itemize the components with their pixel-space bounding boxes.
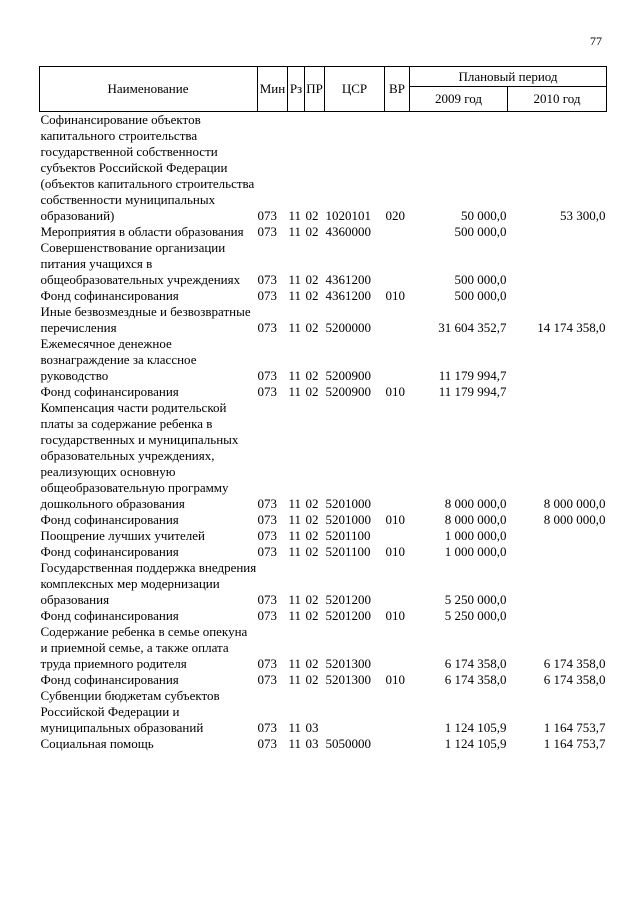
row-name: Содержание ребенка в семье опекуна и приемной семье, а также оплата труда приемного родителя bbox=[40, 624, 248, 671]
row-csr-code: 5201000 bbox=[325, 512, 371, 527]
row-vr-code bbox=[385, 624, 410, 672]
row-rz-code: 11 bbox=[288, 224, 302, 239]
table-row bbox=[40, 624, 607, 672]
row-vr-code bbox=[385, 224, 410, 240]
row-min-code: 073 bbox=[257, 528, 277, 543]
row-name: Социальная помощь bbox=[40, 736, 154, 751]
row-vr-code bbox=[385, 304, 410, 336]
row-csr-code: 4361200 bbox=[325, 288, 371, 303]
row-csr-code: 5201300 bbox=[325, 656, 371, 671]
row-amount-2009: 500 000,0 bbox=[454, 272, 507, 287]
row-rz-code: 11 bbox=[288, 368, 302, 383]
row-min-code: 073 bbox=[257, 368, 277, 383]
row-vr-code bbox=[385, 736, 410, 752]
row-rz-code: 11 bbox=[288, 288, 302, 303]
row-min-code: 073 bbox=[257, 736, 277, 751]
row-vr-code bbox=[385, 240, 410, 288]
row-amount-2009: 500 000,0 bbox=[454, 224, 507, 239]
row-pr-code: 02 bbox=[305, 224, 319, 239]
row-rz-code: 11 bbox=[288, 656, 302, 671]
row-pr-code: 02 bbox=[305, 368, 319, 383]
row-rz-code: 11 bbox=[288, 736, 302, 751]
row-name: Фонд софинансирования bbox=[40, 672, 179, 687]
row-amount-2009: 11 179 994,7 bbox=[438, 368, 507, 383]
row-rz-code: 11 bbox=[288, 320, 302, 335]
row-name: Мероприятия в области образования bbox=[40, 224, 244, 239]
row-min-code: 073 bbox=[257, 544, 277, 559]
row-pr-code: 02 bbox=[305, 384, 319, 399]
row-min-code: 073 bbox=[257, 672, 277, 687]
row-name: Совершенствование организации питания учащихся в общеобразовательных учреждениях bbox=[40, 240, 241, 287]
header-pr: ПР bbox=[305, 67, 325, 112]
row-name: Субвенции бюджетам субъектов Российской Федерации и муниципальных образований bbox=[40, 688, 220, 735]
table-row bbox=[40, 112, 607, 225]
row-amount-2009: 500 000,0 bbox=[454, 288, 507, 303]
header-min: Мин bbox=[258, 67, 288, 112]
row-vr-code: 010 bbox=[385, 544, 405, 559]
table-body bbox=[40, 112, 607, 753]
row-csr-code: 4361200 bbox=[325, 272, 371, 287]
row-min-code: 073 bbox=[257, 208, 277, 223]
row-name: Фонд софинансирования bbox=[40, 384, 179, 399]
row-amount-2010 bbox=[508, 240, 607, 288]
table-row bbox=[40, 672, 607, 688]
row-rz-code: 11 bbox=[288, 384, 302, 399]
row-csr-code: 1020101 bbox=[325, 208, 371, 223]
row-amount-2010: 6 174 358,0 bbox=[543, 656, 606, 671]
row-name: Поощрение лучших учителей bbox=[40, 528, 206, 543]
row-amount-2010 bbox=[508, 288, 607, 304]
row-csr-code: 5201300 bbox=[325, 672, 371, 687]
row-amount-2009: 5 250 000,0 bbox=[444, 592, 507, 607]
row-vr-code: 020 bbox=[385, 208, 405, 223]
table-row bbox=[40, 512, 607, 528]
row-min-code: 073 bbox=[257, 288, 277, 303]
row-csr-code bbox=[325, 688, 385, 736]
header-year-2009: 2009 год bbox=[410, 87, 508, 112]
header-name: Наименование bbox=[40, 67, 258, 112]
row-csr-code: 5200900 bbox=[325, 384, 371, 399]
row-min-code: 073 bbox=[257, 720, 277, 735]
table-row bbox=[40, 688, 607, 736]
row-rz-code: 11 bbox=[288, 608, 302, 623]
row-amount-2010 bbox=[508, 544, 607, 560]
row-pr-code: 03 bbox=[305, 736, 319, 751]
row-rz-code: 11 bbox=[288, 512, 302, 527]
row-amount-2010: 8 000 000,0 bbox=[543, 512, 606, 527]
table-row bbox=[40, 288, 607, 304]
row-pr-code: 02 bbox=[305, 592, 319, 607]
header-year-2010: 2010 год bbox=[508, 87, 607, 112]
row-vr-code: 010 bbox=[385, 608, 405, 623]
table-row bbox=[40, 384, 607, 400]
row-name: Фонд софинансирования bbox=[40, 544, 179, 559]
row-amount-2010 bbox=[508, 560, 607, 608]
row-min-code: 073 bbox=[257, 656, 277, 671]
row-amount-2009: 31 604 352,7 bbox=[438, 320, 507, 335]
row-vr-code bbox=[385, 688, 410, 736]
table-row bbox=[40, 736, 607, 752]
row-pr-code: 02 bbox=[305, 544, 319, 559]
row-vr-code: 010 bbox=[385, 384, 405, 399]
row-min-code: 073 bbox=[257, 224, 277, 239]
row-amount-2009: 1 124 105,9 bbox=[444, 736, 507, 751]
row-name: Государственная поддержка внедрения комплексных мер модернизации образования bbox=[40, 560, 257, 607]
row-csr-code: 5201000 bbox=[325, 496, 371, 511]
row-rz-code: 11 bbox=[288, 272, 302, 287]
table-row bbox=[40, 528, 607, 544]
header-csr: ЦСР bbox=[325, 67, 385, 112]
row-pr-code: 03 bbox=[305, 720, 319, 735]
row-name: Компенсация части родительской платы за содержание ребенка в государственных и муниципальных образовательных учреждениях, реализующих основную общеобразовательную программу дошкольного образования bbox=[40, 400, 239, 511]
row-rz-code: 11 bbox=[288, 592, 302, 607]
row-csr-code: 5050000 bbox=[325, 736, 371, 751]
row-amount-2009: 50 000,0 bbox=[461, 208, 507, 223]
row-amount-2009: 1 000 000,0 bbox=[444, 544, 507, 559]
row-name: Фонд софинансирования bbox=[40, 512, 179, 527]
row-rz-code: 11 bbox=[288, 528, 302, 543]
row-csr-code: 5201200 bbox=[325, 592, 371, 607]
row-pr-code: 02 bbox=[305, 496, 319, 511]
row-amount-2010: 53 300,0 bbox=[560, 208, 606, 223]
row-amount-2010 bbox=[508, 608, 607, 624]
row-rz-code: 11 bbox=[288, 720, 302, 735]
row-amount-2009: 8 000 000,0 bbox=[444, 496, 507, 511]
table-row bbox=[40, 336, 607, 384]
page-number: 77 bbox=[590, 34, 602, 48]
row-pr-code: 02 bbox=[305, 320, 319, 335]
table-row bbox=[40, 304, 607, 336]
table-header bbox=[40, 67, 607, 112]
row-amount-2010 bbox=[508, 336, 607, 384]
table-row bbox=[40, 224, 607, 240]
row-amount-2009: 1 000 000,0 bbox=[444, 528, 507, 543]
row-amount-2009: 1 124 105,9 bbox=[444, 720, 507, 735]
row-min-code: 073 bbox=[257, 496, 277, 511]
row-csr-code: 5200900 bbox=[325, 368, 371, 383]
table-row bbox=[40, 240, 607, 288]
row-amount-2009: 8 000 000,0 bbox=[444, 512, 507, 527]
row-amount-2009: 6 174 358,0 bbox=[444, 656, 507, 671]
row-name: Фонд софинансирования bbox=[40, 608, 179, 623]
row-amount-2010: 8 000 000,0 bbox=[543, 496, 606, 511]
row-amount-2010: 1 164 753,7 bbox=[543, 720, 606, 735]
row-pr-code: 02 bbox=[305, 208, 319, 223]
row-rz-code: 11 bbox=[288, 544, 302, 559]
row-vr-code bbox=[385, 400, 410, 512]
row-min-code: 073 bbox=[257, 272, 277, 287]
budget-table bbox=[39, 66, 607, 752]
row-amount-2010 bbox=[508, 224, 607, 240]
row-name: Софинансирование объектов капитального строительства государственной собственности субъектов Российской Федерации (объектов капитального строительства собственности муниципальных образований) bbox=[40, 112, 255, 223]
row-csr-code: 5201100 bbox=[325, 544, 371, 559]
row-vr-code: 010 bbox=[385, 288, 405, 303]
row-vr-code bbox=[385, 560, 410, 608]
row-min-code: 073 bbox=[257, 320, 277, 335]
row-amount-2010: 1 164 753,7 bbox=[543, 736, 606, 751]
row-rz-code: 11 bbox=[288, 672, 302, 687]
row-csr-code: 5201100 bbox=[325, 528, 371, 543]
row-pr-code: 02 bbox=[305, 608, 319, 623]
row-csr-code: 5200000 bbox=[325, 320, 371, 335]
table-row bbox=[40, 560, 607, 608]
row-csr-code: 4360000 bbox=[325, 224, 371, 239]
row-rz-code: 11 bbox=[288, 496, 302, 511]
table-row bbox=[40, 544, 607, 560]
row-min-code: 073 bbox=[257, 384, 277, 399]
table-row bbox=[40, 400, 607, 512]
row-pr-code: 02 bbox=[305, 288, 319, 303]
row-pr-code: 02 bbox=[305, 672, 319, 687]
row-amount-2009: 6 174 358,0 bbox=[444, 672, 507, 687]
row-name: Иные безвозмездные и безвозвратные перечисления bbox=[40, 304, 251, 335]
row-vr-code: 010 bbox=[385, 512, 405, 527]
row-amount-2010: 6 174 358,0 bbox=[543, 672, 606, 687]
row-name: Ежемесячное денежное вознаграждение за классное руководство bbox=[40, 336, 197, 383]
row-csr-code: 5201200 bbox=[325, 608, 371, 623]
row-pr-code: 02 bbox=[305, 528, 319, 543]
row-pr-code: 02 bbox=[305, 512, 319, 527]
row-amount-2009: 5 250 000,0 bbox=[444, 608, 507, 623]
row-min-code: 073 bbox=[257, 592, 277, 607]
row-vr-code bbox=[385, 336, 410, 384]
row-min-code: 073 bbox=[257, 512, 277, 527]
row-pr-code: 02 bbox=[305, 272, 319, 287]
row-pr-code: 02 bbox=[305, 656, 319, 671]
row-rz-code: 11 bbox=[288, 208, 302, 223]
header-planned-period: Плановый период bbox=[410, 67, 607, 87]
row-amount-2010 bbox=[508, 384, 607, 400]
table-row bbox=[40, 608, 607, 624]
row-name: Фонд софинансирования bbox=[40, 288, 179, 303]
header-vr: ВР bbox=[385, 67, 410, 112]
header-rz: Рз bbox=[288, 67, 305, 112]
row-amount-2009: 11 179 994,7 bbox=[438, 384, 507, 399]
row-amount-2010 bbox=[508, 528, 607, 544]
row-min-code: 073 bbox=[257, 608, 277, 623]
row-vr-code: 010 bbox=[385, 672, 405, 687]
row-amount-2010: 14 174 358,0 bbox=[537, 320, 606, 335]
row-vr-code bbox=[385, 528, 410, 544]
